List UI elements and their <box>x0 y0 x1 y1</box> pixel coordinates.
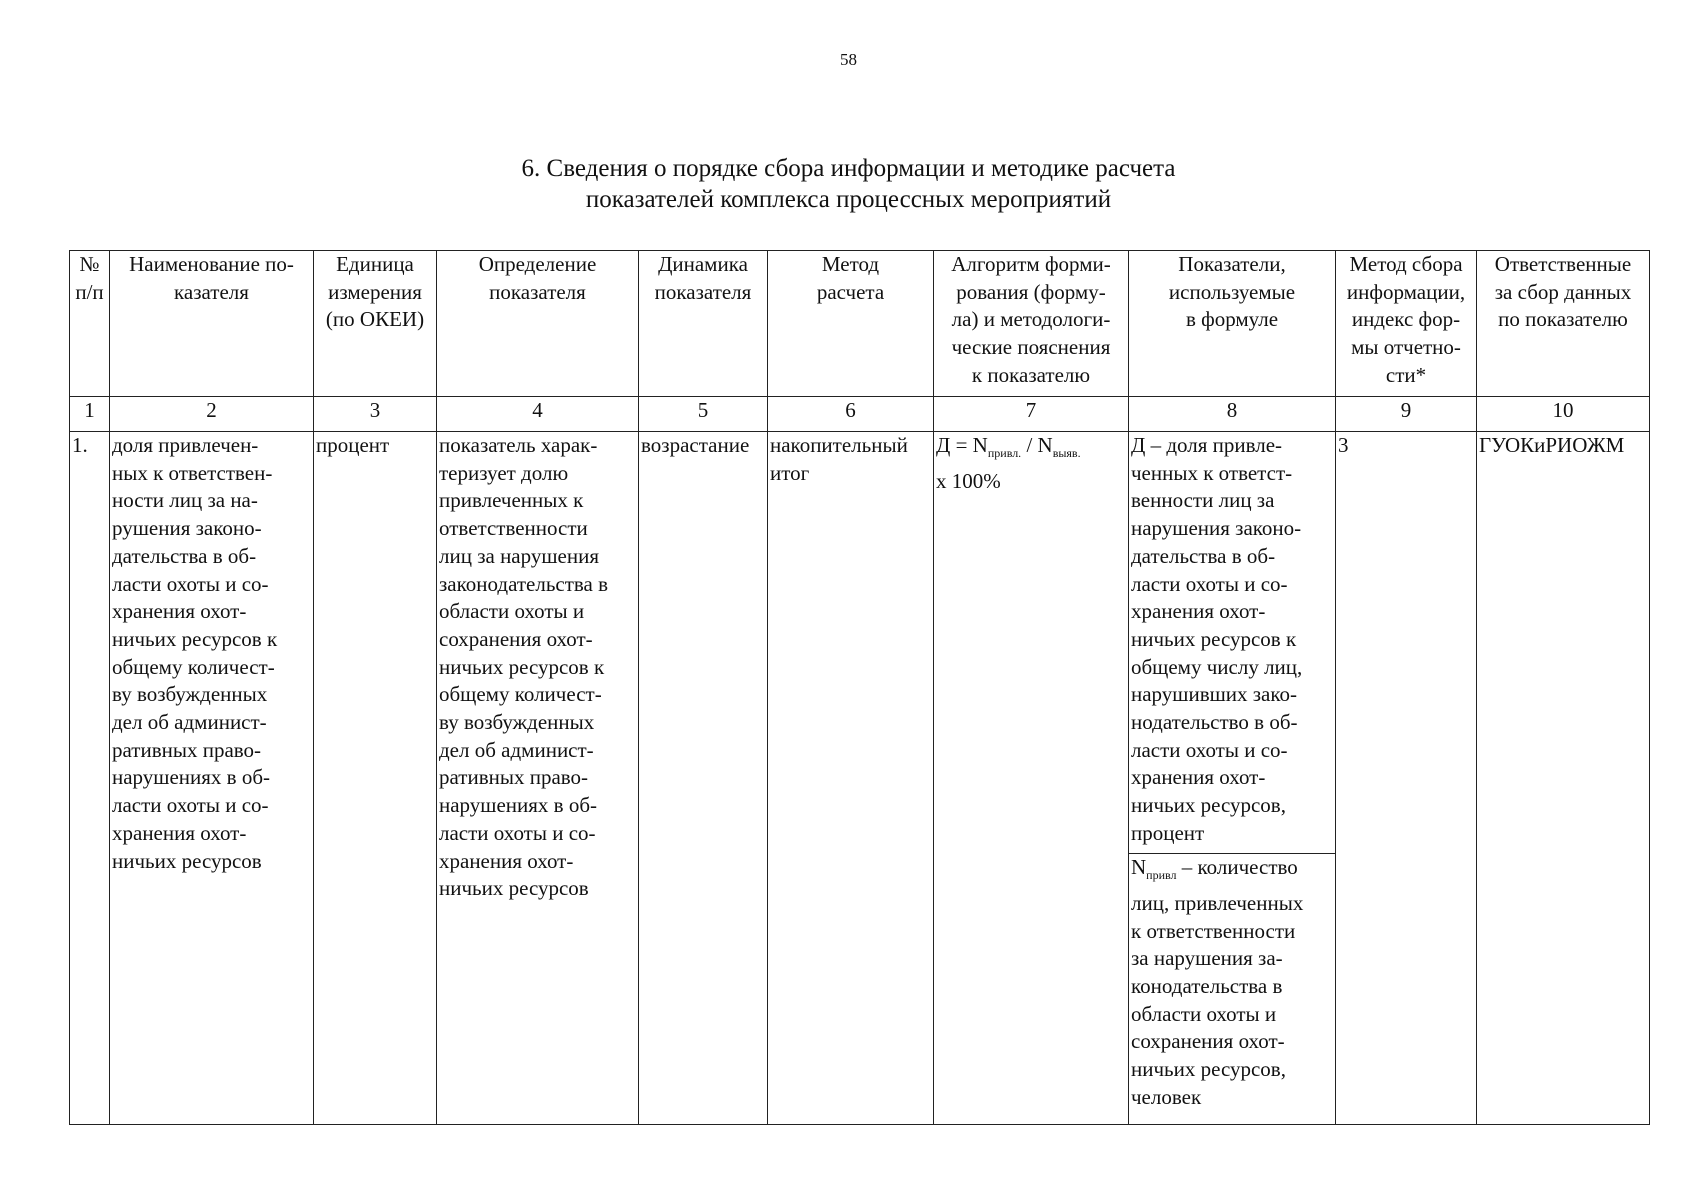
header-text: ческие пояснения <box>951 335 1111 360</box>
indicator-n-definition: $N_{привл}$ – количество лиц, привлеченных к ответственности за нарушения за- конодательства в области охоты и сохранения охот- ничьих ресурсов, человек <box>1131 855 1304 1109</box>
page-title <box>0 153 1697 215</box>
column-number-row <box>70 397 1650 432</box>
row-number: 1. <box>70 432 110 1125</box>
column-number: 2 <box>110 397 314 432</box>
header-text: Наименование по- <box>129 252 294 276</box>
header-text: мы отчетно- <box>1351 335 1461 360</box>
header-text: Метод <box>821 252 880 276</box>
column-number: 7 <box>934 397 1129 432</box>
header-text: казателя <box>174 279 249 304</box>
title-line-2: показателей комплекса процессных мероприятий <box>585 186 1112 213</box>
header-text: расчета <box>816 279 885 304</box>
header-col-3 <box>314 251 437 397</box>
header-text: Метод сбора <box>1349 252 1463 276</box>
header-row <box>70 251 1650 397</box>
header-text: Динамика <box>658 252 748 276</box>
page-number: 58 <box>840 50 857 69</box>
header-text: (по ОКЕИ) <box>325 307 425 332</box>
header-text: сти* <box>1385 362 1427 387</box>
header-col-2 <box>110 251 314 397</box>
header-col-4 <box>437 251 639 397</box>
header-col-7 <box>934 251 1129 397</box>
column-number: 5 <box>639 397 768 432</box>
title-line-1: 6. Сведения о порядке сбора информации и методике расчета <box>521 155 1176 182</box>
column-number: 3 <box>314 397 437 432</box>
header-text: Алгоритм форми- <box>951 252 1111 276</box>
formula-indicators <box>1129 432 1336 1125</box>
column-number: 9 <box>1336 397 1477 432</box>
header-text: показателя <box>654 279 752 304</box>
column-number: 6 <box>768 397 934 432</box>
column-number: 1 <box>70 397 110 432</box>
collection-method: 3 <box>1336 432 1477 1125</box>
header-col-1 <box>70 251 110 397</box>
indicator-name: доля привлечен- ных к ответствен- ности лиц за на- рушения законо- дательства в об- ласти охоты и со- хранения охот- ничьих ресурсов к общему количест- ву возбужденных дел об админист- ративных право- нарушениях в об- ласти охоты и со- хранения охот- ничьих ресурсов <box>110 432 314 1125</box>
header-text: используемые <box>1168 279 1296 304</box>
calculation-method: накопительный итог <box>768 432 934 1125</box>
indicator-d-definition: Д – доля привле- ченных к ответст- венности лиц за нарушения законо- дательства в об- ласти охоты и со- хранения охот- ничьих ресурсов к общему числу лиц, нарушивших зако- нодательство в об- ласти охоты и со- хранения охот- ничьих ресурсов, процент <box>1129 432 1335 854</box>
column-number: 8 <box>1129 397 1336 432</box>
header-text: п/п <box>75 279 104 304</box>
header-text: Определение <box>478 252 597 276</box>
header-text: информации, <box>1346 279 1466 304</box>
responsible-party: ГУОКиРИОЖМ <box>1477 432 1650 1125</box>
header-text: индекс фор- <box>1351 307 1461 332</box>
header-text: Ответственные <box>1494 252 1632 276</box>
header-text: измерения <box>328 279 422 304</box>
formula-multiplier: x 100% <box>936 468 1001 493</box>
indicator-definition: показатель харак- теризует долю привлеченных к ответственности лиц за нарушения законодательства в области охоты и сохранения охот- ничьих ресурсов к общему количест- ву возбужденных дел об админист- ративных право- нарушениях в об- ласти охоты и со- хранения охот- ничьих ресурсов <box>437 432 639 1125</box>
header-col-5 <box>639 251 768 397</box>
unit-of-measure: процент <box>314 432 437 1125</box>
formula: $Д = N_{привл.} / N_{выяв.}$ <box>936 433 1081 461</box>
column-number: 10 <box>1477 397 1650 432</box>
header-col-10 <box>1477 251 1650 397</box>
table-row <box>70 432 1650 1125</box>
header-text: за сбор данных <box>1494 279 1632 304</box>
header-col-6 <box>768 251 934 397</box>
header-text: рования (форму- <box>956 279 1106 304</box>
column-number: 4 <box>437 397 639 432</box>
header-col-9 <box>1336 251 1477 397</box>
header-text: в формуле <box>1185 307 1279 332</box>
indicator-dynamics: возрастание <box>639 432 768 1125</box>
indicators-table <box>69 250 1650 1125</box>
header-text: Показатели, <box>1178 252 1286 276</box>
header-text: Единица <box>336 252 414 276</box>
calculation-algorithm <box>934 432 1129 1125</box>
header-text: показателя <box>489 279 586 304</box>
header-text: ла) и методологи- <box>951 307 1111 332</box>
header-col-8 <box>1129 251 1336 397</box>
header-text: по показателю <box>1498 307 1628 332</box>
header-text: к показателю <box>971 362 1091 387</box>
header-text: № <box>79 252 100 276</box>
